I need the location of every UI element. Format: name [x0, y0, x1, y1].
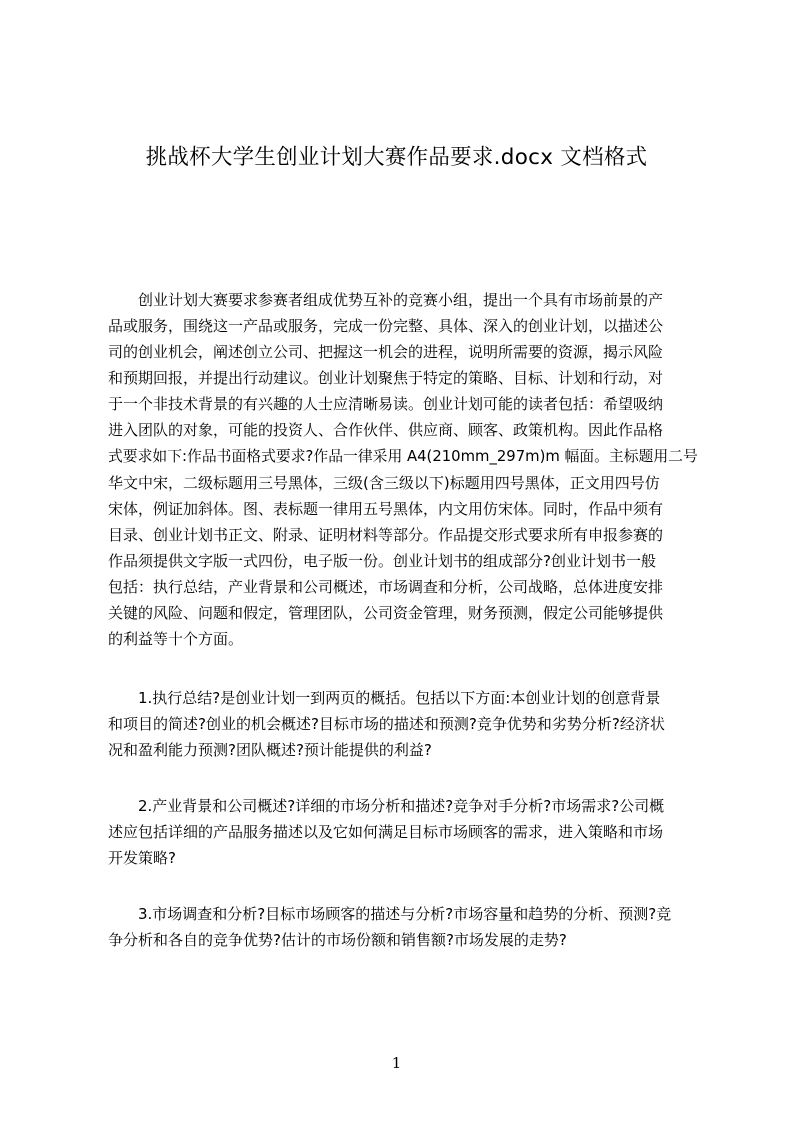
paragraph-executive-summary: [108, 685, 702, 763]
paragraph-line: 包括：执行总结，产业背景和公司概述，市场调查和分析，公司战略，总体进度安排: [108, 578, 664, 597]
paragraph-line: 目录、创业计划书正文、附录、证明材料等部分。作品提交形式要求所有申报参赛的: [108, 525, 664, 544]
paragraph-line: 式要求如下:作品书面格式要求?作品一律采用 A4(210mm_297m)m 幅面。主标题用二号: [108, 447, 698, 465]
paragraph-line: 司的创业机会，阐述创立公司、把握这一机会的进程，说明所需要的资源，揭示风险: [108, 343, 664, 362]
paragraph-intro: [108, 287, 702, 652]
paragraph-line: 和项目的简述?创业的机会概述?目标市场的描述和预测?竞争优势和劣势分析?经济状: [108, 715, 665, 734]
paragraph-line: 述应包括详细的产品服务描述以及它如何满足目标市场顾客的需求，进入策略和市场: [108, 823, 664, 842]
paragraph-line: 3.市场调查和分析?目标市场顾客的描述与分析?市场容量和趋势的分析、预测?竞: [138, 905, 672, 923]
paragraph-line: 进入团队的对象，可能的投资人、合作伙伴、供应商、顾客、政策机构。因此作品格: [108, 421, 664, 440]
paragraph-line: 创业计划大赛要求参赛者组成优势互补的竞赛小组，提出一个具有市场前景的产: [138, 291, 664, 309]
paragraph-line: 2.产业背景和公司概述?详细的市场分析和描述?竞争对手分析?市场需求?公司概: [138, 797, 665, 815]
paragraph-line: 况和盈利能力预测?团队概述?预计能提供的利益?: [108, 741, 432, 760]
paragraph-line: 华文中宋，二级标题用三号黑体，三级(含三级以下)标题用四号黑体，正文用四号仿: [108, 473, 660, 492]
paragraph-line: 开发策略?: [108, 849, 176, 868]
paragraph-line: 品或服务，围绕这一产品或服务，完成一份完整、具体、深入的创业计划，以描述公: [108, 317, 664, 336]
paragraph-line: 争分析和各自的竞争优势?估计的市场份额和销售额?市场发展的走势?: [108, 931, 567, 950]
paragraph-line: 宋体，例证加斜体。图、表标题一律用五号黑体，内文用仿宋体。同时，作品中须有: [108, 499, 664, 518]
paragraph-market-research: [108, 901, 702, 953]
paragraph-line: 于一个非技术背景的有兴趣的人士应清晰易读。创业计划可能的读者包括：希望吸纳: [108, 395, 664, 414]
document-title: 挑战杯大学生创业计划大赛作品要求.docx 文档格式: [145, 145, 648, 170]
paragraph-line: 关键的风险、问题和假定，管理团队，公司资金管理，财务预测，假定公司能够提供: [108, 604, 664, 623]
paragraph-line: 作品须提供文字版一式四份，电子版一份。创业计划书的组成部分?创业计划书一般: [108, 551, 656, 570]
paragraph-line: 的利益等十个方面。: [108, 630, 244, 649]
paragraph-line: 1.执行总结?是创业计划一到两页的概括。包括以下方面:本创业计划的创意背景: [138, 689, 661, 707]
page-number: 1: [391, 1054, 402, 1072]
paragraph-industry-background: [108, 793, 702, 871]
paragraph-line: 和预期回报，并提出行动建议。创业计划聚焦于特定的策略、目标、计划和行动，对: [108, 369, 664, 388]
